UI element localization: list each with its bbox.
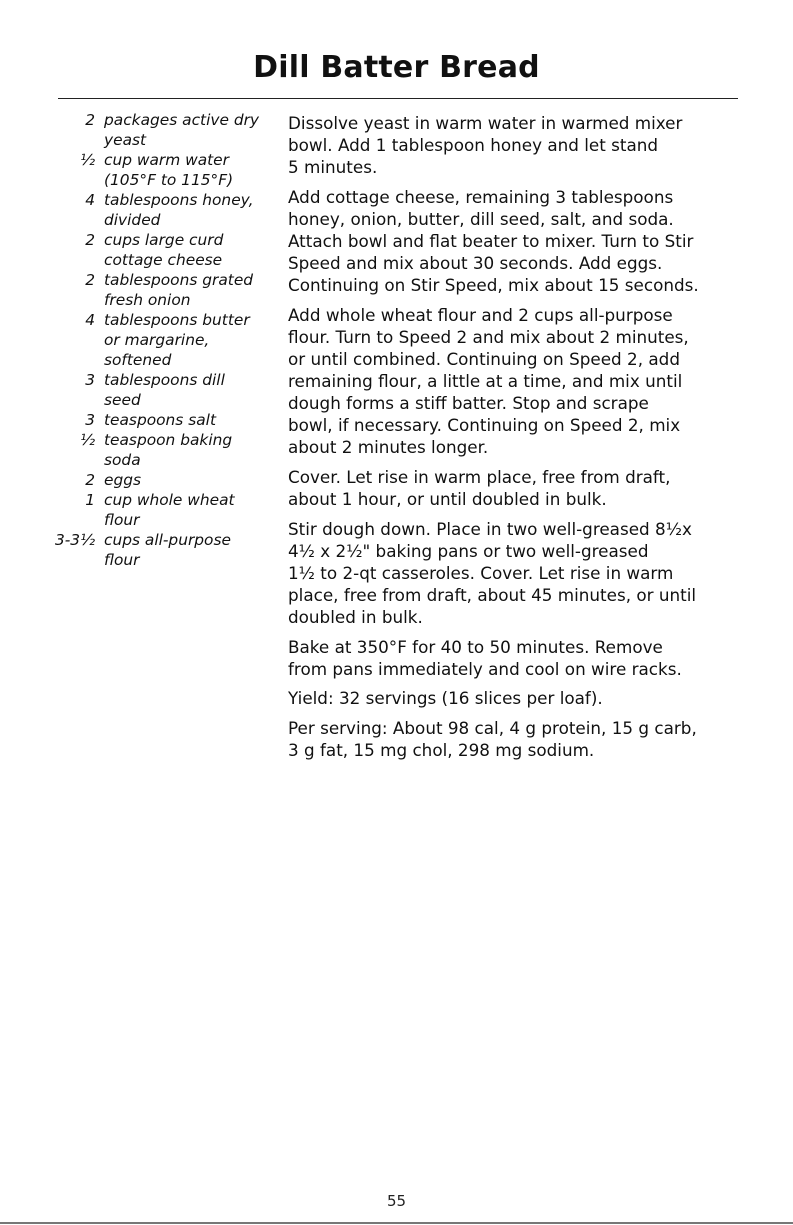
ingredient-item [30, 190, 280, 230]
ingredient-quantity: 2 [85, 231, 95, 249]
ingredient-list [30, 110, 280, 570]
ingredient-quantity: 3 [85, 411, 95, 429]
method-line: Yield: 32 servings (16 slices per loaf). [288, 688, 603, 709]
ingredient-quantity: 2 [85, 271, 95, 289]
page-number: 55 [386, 1192, 407, 1210]
ingredient-item [30, 230, 280, 270]
method-line: about 2 minutes longer. [288, 437, 489, 458]
ingredient-line: or margarine, [104, 331, 210, 349]
ingredient-line: teaspoon baking [104, 431, 233, 449]
ingredient-quantity: ½ [80, 431, 95, 449]
ingredient-line: tablespoons honey, [104, 191, 254, 209]
ingredient-item [30, 370, 280, 410]
ingredient-quantity: 3-3½ [54, 531, 95, 549]
ingredient-item [30, 410, 280, 430]
title-divider [58, 98, 738, 99]
method-line: Continuing on Stir Speed, mix about 15 seconds. [288, 275, 699, 296]
ingredient-text [95, 110, 280, 150]
ingredient-item [30, 270, 280, 310]
method-line: Cover. Let rise in warm place, free from draft, [288, 466, 671, 487]
ingredient-line: tablespoons dill [104, 371, 225, 389]
method-line: doubled in bulk. [288, 606, 423, 627]
ingredient-item [30, 150, 280, 190]
ingredient-quantity: 3 [85, 371, 95, 389]
method-paragraph [288, 186, 738, 296]
method-line: Dissolve yeast in warm water in warmed mixer [288, 113, 683, 133]
ingredient-line: softened [104, 351, 172, 369]
recipe-title: Dill Batter Bread [253, 50, 540, 85]
ingredient-quantity: 2 [85, 471, 95, 489]
ingredient-line: flour [104, 511, 140, 529]
ingredient-text [95, 430, 280, 470]
ingredient-line: eggs [104, 471, 142, 489]
method-line: Add cottage cheese, remaining 3 tablespoons [288, 186, 674, 207]
method-line: honey, onion, butter, dill seed, salt, and soda. [288, 208, 674, 229]
method-line: from pans immediately and cool on wire racks. [288, 658, 682, 679]
method-line: Per serving: About 98 cal, 4 g protein, 15 g carb, [288, 717, 697, 738]
ingredient-quantity: 1 [85, 491, 95, 509]
ingredient-text [95, 190, 280, 230]
ingredient-item [30, 470, 280, 490]
ingredient-line: tablespoons butter [104, 311, 250, 329]
ingredient-line: yeast [104, 131, 147, 149]
method-line: flour. Turn to Speed 2 and mix about 2 minutes, [288, 326, 689, 347]
method-line: Add whole wheat flour and 2 cups all-purpose [288, 304, 673, 325]
ingredient-item [30, 310, 280, 370]
ingredient-item [30, 530, 280, 570]
ingredient-line: cups large curd [104, 231, 224, 249]
method-line: Stir dough down. Place in two well-greased 8½x [288, 518, 692, 539]
ingredient-quantity: 2 [85, 111, 95, 129]
ingredient-line: fresh onion [104, 291, 191, 309]
method-line: Bake at 350°F for 40 to 50 minutes. Remove [288, 636, 663, 657]
ingredient-item [30, 430, 280, 470]
method-paragraph [288, 717, 738, 761]
page-bottom-edge [0, 1222, 793, 1224]
ingredient-line: (105°F to 115°F) [104, 171, 234, 189]
ingredient-item [30, 110, 280, 150]
method-paragraph [288, 636, 738, 680]
ingredient-line: cottage cheese [104, 251, 223, 269]
ingredient-line: packages active dry [104, 111, 260, 129]
method-paragraph [288, 304, 738, 459]
method-line: Speed and mix about 30 seconds. Add eggs. [288, 253, 663, 274]
ingredient-text [95, 490, 280, 530]
ingredient-quantity: 4 [85, 311, 95, 329]
ingredient-text [95, 310, 280, 370]
ingredient-text [95, 230, 280, 270]
ingredient-text [95, 530, 280, 570]
ingredient-line: seed [104, 391, 141, 409]
method-line: Attach bowl and flat beater to mixer. Turn to Stir [288, 230, 694, 251]
method-paragraph [288, 112, 738, 178]
ingredient-line: teaspoons salt [104, 411, 216, 429]
ingredient-line: cups all-purpose [104, 531, 231, 549]
method-line: or until combined. Continuing on Speed 2, add [288, 348, 680, 369]
method-line: bowl, if necessary. Continuing on Speed 2, mix [288, 415, 681, 436]
ingredient-text [95, 470, 280, 490]
method-line: remaining flour, a little at a time, and mix until [288, 371, 683, 392]
ingredient-text [95, 270, 280, 310]
method-line: 1½ to 2-qt casseroles. Cover. Let rise in warm [288, 562, 674, 583]
method-line: place, free from draft, about 45 minutes, or until [288, 584, 697, 605]
ingredient-line: tablespoons grated [104, 271, 254, 289]
ingredient-line: flour [104, 551, 140, 569]
method-instructions [288, 112, 738, 769]
ingredient-line: cup whole wheat [104, 491, 235, 509]
method-paragraph [288, 518, 738, 628]
ingredient-quantity: 4 [85, 191, 95, 209]
ingredient-line: cup warm water [104, 151, 229, 169]
method-line: bowl. Add 1 tablespoon honey and let stand [288, 135, 659, 156]
method-line: dough forms a stiff batter. Stop and scrape [288, 393, 649, 414]
method-line: 4½ x 2½" baking pans or two well-greased [288, 540, 649, 561]
ingredient-text [95, 410, 280, 430]
ingredient-quantity: ½ [80, 151, 95, 169]
ingredient-line: soda [104, 451, 141, 469]
method-paragraph [288, 687, 738, 709]
ingredient-text [95, 150, 280, 190]
method-line: about 1 hour, or until doubled in bulk. [288, 489, 607, 509]
ingredient-line: divided [104, 211, 161, 229]
method-line: 5 minutes. [288, 157, 378, 178]
method-line: 3 g fat, 15 mg chol, 298 mg sodium. [288, 739, 595, 760]
ingredient-item [30, 490, 280, 530]
ingredient-text [95, 370, 280, 410]
method-paragraph [288, 466, 738, 510]
